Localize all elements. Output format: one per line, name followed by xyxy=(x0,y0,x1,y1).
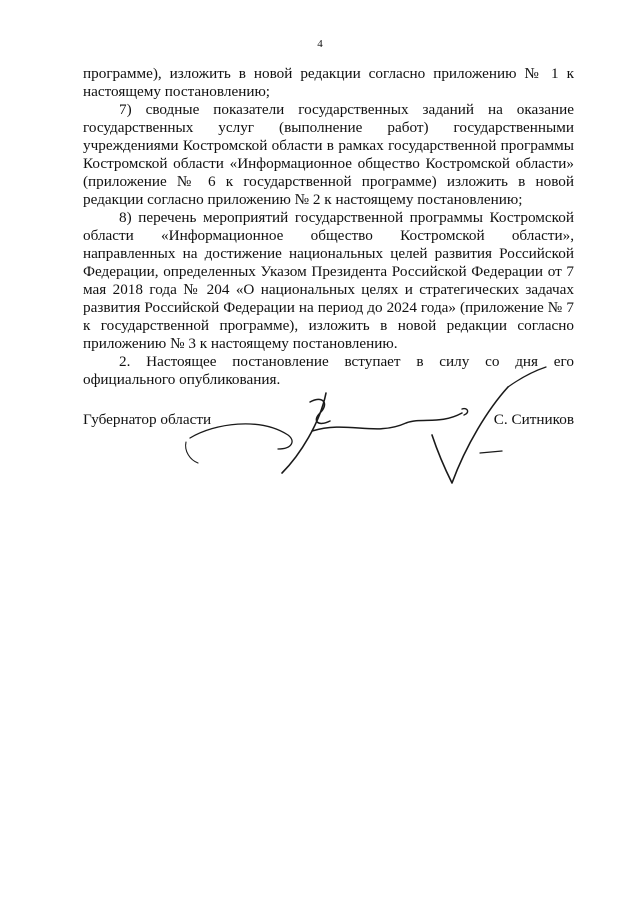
document-body xyxy=(83,65,574,389)
signature-stroke xyxy=(508,367,546,387)
paragraph-effective-date: 2. Настоящее постановление вступает в силу со дня его официального опубликования. xyxy=(83,353,574,388)
signatory-name: С. Ситников xyxy=(493,411,574,428)
paragraph-item-7: 7) сводные показатели государственных заданий на оказание государственных услуг (выполнение работ) государственными учреждениями Костромской области в рамках государственной программы Костромской области «Информационное общество Костромской области» (приложение № 6 к государственной программе) изложить в новой редакции согласно приложению № 2 к настоящему постановлению; xyxy=(83,101,574,208)
signature-stroke xyxy=(432,387,508,483)
signatory-position: Губернатор области xyxy=(83,411,212,428)
signature-stroke xyxy=(480,451,502,453)
paragraph-continuation: программе), изложить в новой редакции согласно приложению № 1 к настоящему постановлению; xyxy=(83,65,574,100)
signature-stroke xyxy=(186,442,198,463)
paragraph-item-8: 8) перечень мероприятий государственной программы Костромской области «Информационное общество Костромской области», направленных на достижение национальных целей развития Российской Федерации, определенных Указом Президента Российской Федерации от 7 мая 2018 года № 204 «О национальных целях и стратегических задачах развития Российской Федерации на период до 2024 года» (приложение № 7 к государственной программе), изложить в новой редакции согласно приложению № 3 к настоящему постановлению. xyxy=(83,209,574,352)
page-number: 4 xyxy=(317,38,323,50)
signature-block xyxy=(83,410,574,430)
signature-stroke xyxy=(282,393,326,473)
